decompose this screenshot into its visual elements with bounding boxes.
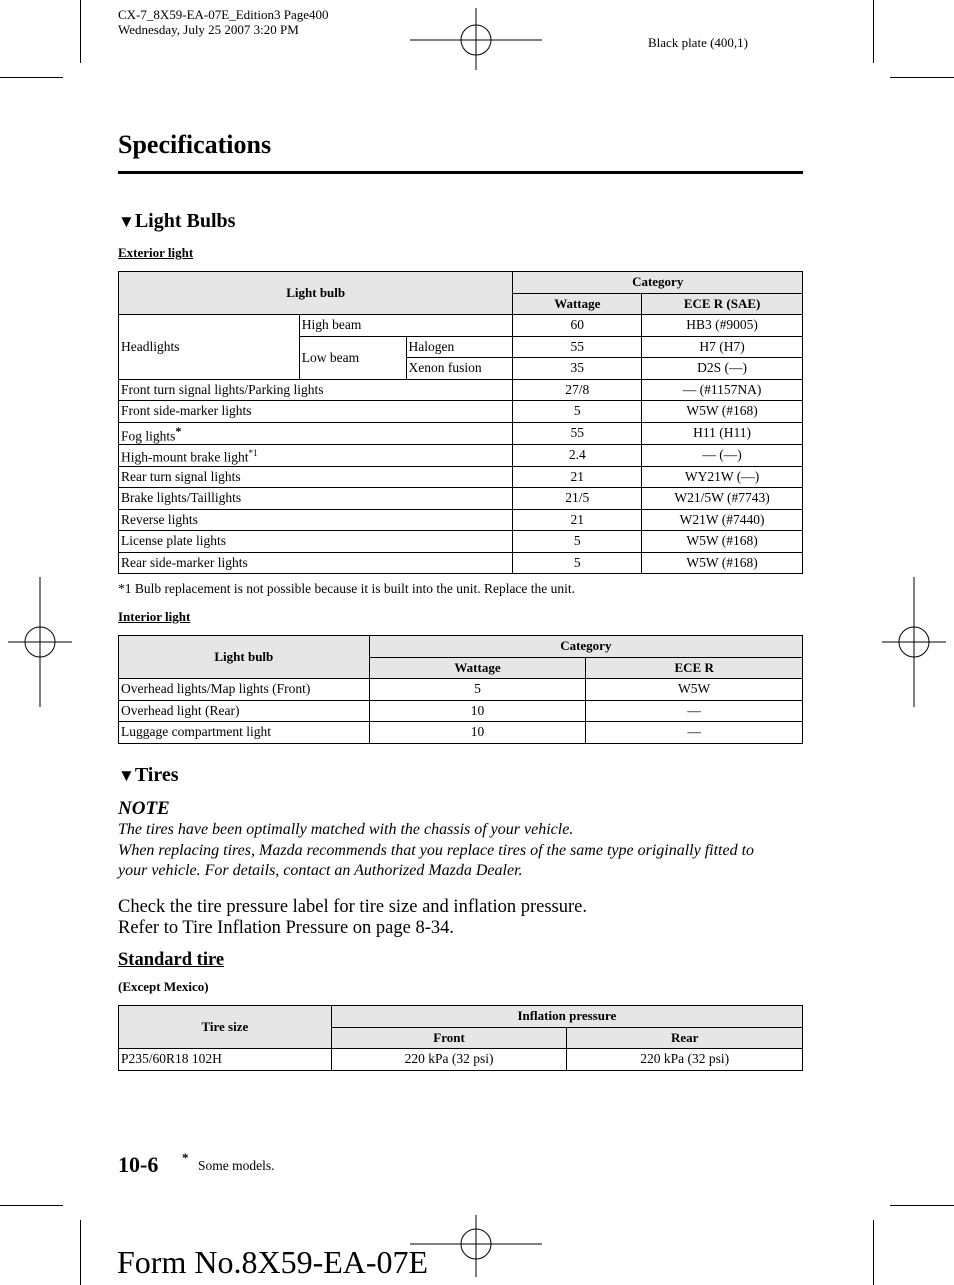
cell-bulb-name: Overhead light (Rear) (119, 700, 370, 722)
table-row (119, 552, 803, 574)
tire-pressure-table (118, 1005, 803, 1071)
cell-wattage: 55 (513, 336, 642, 358)
bulb-name: Fog lights (121, 428, 176, 443)
bulb-name: Rear side-marker lights (121, 554, 248, 570)
table-row (119, 531, 803, 553)
crop-mark (0, 77, 63, 78)
cell-halogen: Halogen (406, 336, 513, 358)
cell-xenon: Xenon fusion (406, 358, 513, 380)
cell-standard: W5W (586, 679, 803, 701)
cell-bulb-name (119, 466, 513, 488)
header-standard: ECE R (586, 657, 803, 679)
header-wattage: Wattage (513, 293, 642, 315)
table-row (119, 679, 803, 701)
cell-standard: W21W (#7440) (642, 509, 803, 531)
footnote-mark: * (175, 423, 182, 438)
table-row (119, 509, 803, 531)
table-row (119, 466, 803, 488)
triangle-marker-icon: ▼ (118, 766, 135, 785)
crop-mark (80, 1220, 81, 1285)
table-row (119, 1049, 803, 1071)
note-heading: NOTE (118, 798, 170, 819)
note-line: The tires have been optimally matched with the chassis of your vehicle. (118, 821, 574, 838)
form-number: Form No.8X59-EA-07E (117, 1244, 429, 1280)
bulb-name: High-mount brake light (121, 449, 249, 465)
crop-mark (873, 1220, 874, 1285)
cell-standard: WY21W (—) (642, 466, 803, 488)
cell-bulb-name: Overhead lights/Map lights (Front) (119, 679, 370, 701)
note-text (118, 820, 754, 882)
page-title: Specifications (118, 130, 272, 159)
cell-bulb-name (119, 422, 513, 445)
registration-mark-right (882, 577, 946, 707)
cell-tire-size: P235/60R18 102H (119, 1049, 332, 1071)
cell-standard: — (586, 722, 803, 744)
cell-standard: — (#1157NA) (642, 379, 803, 401)
cell-low-beam: Low beam (299, 336, 406, 379)
cell-standard: W5W (#168) (642, 401, 803, 423)
plate-label: Black plate (400,1) (648, 35, 748, 50)
table-row (119, 445, 803, 467)
header-light-bulb: Light bulb (119, 636, 370, 679)
exterior-light-label: Exterior light (118, 245, 194, 260)
bulb-name: Reverse lights (121, 511, 198, 527)
crop-mark (873, 0, 874, 63)
cell-bulb-name (119, 531, 513, 553)
cell-standard: H11 (H11) (642, 422, 803, 445)
cell-wattage: 21 (513, 509, 642, 531)
crop-mark (890, 77, 954, 78)
cell-bulb-name: Luggage compartment light (119, 722, 370, 744)
header-light-bulb: Light bulb (119, 272, 513, 315)
table-row (119, 379, 803, 401)
cell-front-pressure: 220 kPa (32 psi) (331, 1049, 567, 1071)
crop-mark (0, 1205, 63, 1206)
footnote: *1 Bulb replacement is not possible because it is built into the unit. Replace the unit. (118, 581, 576, 596)
table-row (119, 401, 803, 423)
cell-bulb-name (119, 379, 513, 401)
table-row (119, 722, 803, 744)
cell-wattage: 2.4 (513, 445, 642, 467)
exterior-light-table (118, 271, 803, 574)
cell-standard: HB3 (#9005) (642, 315, 803, 337)
cell-bulb-name (119, 488, 513, 510)
cell-standard: W5W (#168) (642, 531, 803, 553)
cell-wattage: 10 (369, 722, 586, 744)
title-rule (118, 171, 803, 174)
header-inflation-pressure: Inflation pressure (331, 1006, 802, 1028)
note-line: When replacing tires, Mazda recommends that you replace tires of the same type originally fitted to (118, 841, 755, 859)
cell-standard: H7 (H7) (642, 336, 803, 358)
cell-standard: W5W (#168) (642, 552, 803, 574)
interior-light-label: Interior light (118, 609, 191, 624)
cell-bulb-name (119, 509, 513, 531)
cell-standard: W21/5W (#7743) (642, 488, 803, 510)
bulb-name: Front turn signal lights/Parking lights (121, 381, 324, 397)
standard-tire-heading: Standard tire (118, 950, 225, 970)
cell-wattage: 5 (369, 679, 586, 701)
header-standard: ECE R (SAE) (642, 293, 803, 315)
header-category: Category (369, 636, 802, 658)
cell-wattage: 35 (513, 358, 642, 380)
interior-light-table (118, 635, 803, 744)
cell-bulb-name (119, 552, 513, 574)
cell-wattage: 21/5 (513, 488, 642, 510)
except-mexico-label: (Except Mexico) (118, 979, 209, 994)
bulb-name: License plate lights (121, 533, 226, 549)
crop-mark (890, 1205, 954, 1206)
cell-standard: — (—) (642, 445, 803, 467)
bulb-name: Brake lights/Taillights (121, 490, 242, 506)
page-number: 10-6 (118, 1152, 159, 1177)
bulb-name: Front side-marker lights (121, 403, 252, 419)
header-wattage: Wattage (369, 657, 586, 679)
registration-mark-top (410, 8, 542, 70)
triangle-marker-icon: ▼ (118, 212, 135, 231)
cell-wattage: 5 (513, 531, 642, 553)
cell-wattage: 5 (513, 401, 642, 423)
header-category: Category (513, 272, 803, 294)
cell-wattage: 5 (513, 552, 642, 574)
section-heading-tires (118, 764, 179, 787)
section-heading-text: Light Bulbs (134, 210, 236, 232)
cell-wattage: 60 (513, 315, 642, 337)
cell-bulb-name (119, 401, 513, 423)
note-line: your vehicle. For details, contact an Authorized Mazda Dealer. (118, 862, 523, 879)
section-heading-light-bulbs (118, 210, 235, 233)
header-front: Front (331, 1027, 567, 1049)
cell-standard: D2S (—) (642, 358, 803, 380)
footnote-mark: *1 (248, 448, 258, 458)
body-line: Check the tire pressure label for tire size and inflation pressure. (118, 897, 588, 917)
cell-rear-pressure: 220 kPa (32 psi) (567, 1049, 803, 1071)
cell-high-beam: High beam (299, 315, 513, 337)
cell-headlights: Headlights (119, 315, 300, 380)
cell-standard: — (586, 700, 803, 722)
print-header-line2: Wednesday, July 25 2007 3:20 PM (118, 22, 299, 37)
cell-bulb-name (119, 445, 513, 467)
cell-wattage: 55 (513, 422, 642, 445)
print-header-line1: CX-7_8X59-EA-07E_Edition3 Page400 (118, 7, 329, 22)
tire-body-text (118, 897, 587, 939)
bulb-name: Rear turn signal lights (121, 468, 241, 484)
cell-wattage: 10 (369, 700, 586, 722)
section-heading-text: Tires (134, 764, 179, 786)
table-row (119, 700, 803, 722)
asterisk-icon: * (182, 1150, 189, 1165)
registration-mark-left (8, 577, 72, 707)
cell-wattage: 27/8 (513, 379, 642, 401)
cell-wattage: 21 (513, 466, 642, 488)
header-rear: Rear (567, 1027, 803, 1049)
body-line: Refer to Tire Inflation Pressure on page 8-34. (118, 918, 455, 938)
some-models-note: Some models. (198, 1158, 275, 1173)
registration-mark-bottom (410, 1215, 542, 1277)
crop-mark (80, 0, 81, 63)
table-row (119, 488, 803, 510)
header-tire-size: Tire size (119, 1006, 332, 1049)
table-row (119, 422, 803, 445)
